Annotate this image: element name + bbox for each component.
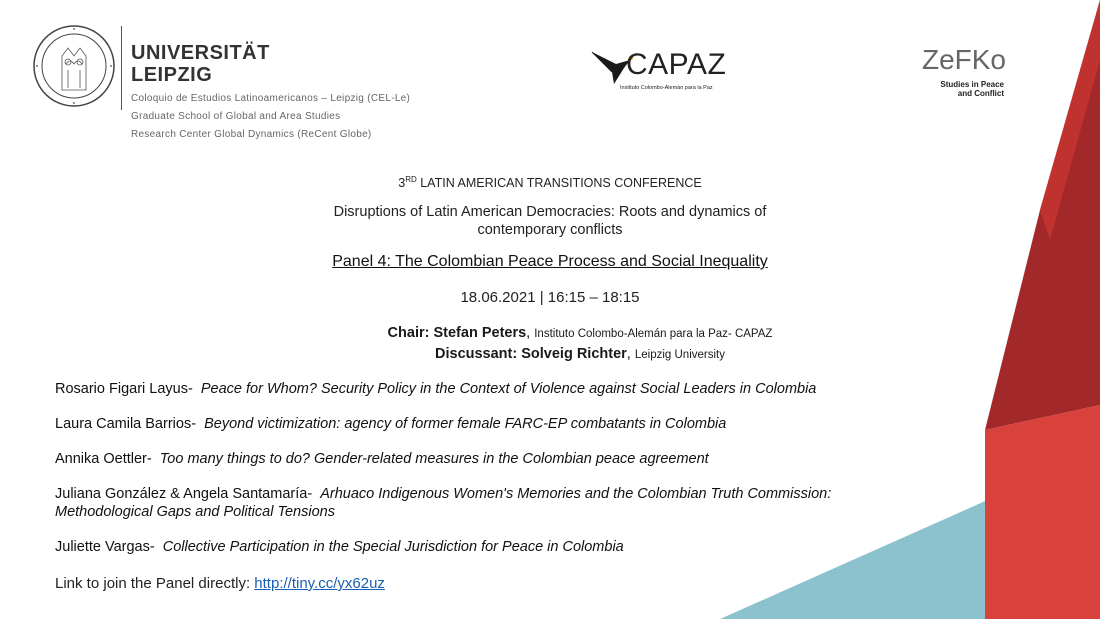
red-triangle xyxy=(985,405,1100,619)
talk-title: Too many things to do? Gender-related measures in the Colombian peace agreement xyxy=(159,451,709,467)
talk-speaker: Juliette Vargas xyxy=(55,539,150,555)
chair-name: Stefan Peters xyxy=(433,325,527,341)
affiliation-cel-le: Coloquio de Estudios Latinoamericanos – Leipzig (CEL-Le) xyxy=(131,93,411,104)
talk-speaker: Laura Camila Barrios xyxy=(55,416,192,432)
talk-speaker: Juliana González & Angela Santamaría xyxy=(55,486,308,502)
talk-speaker: Annika Oettler xyxy=(55,451,147,467)
talk-item: Laura Camila Barrios- Beyond victimization: agency of former female FARC-EP combatants in Colombia xyxy=(55,416,727,432)
affiliation-recent-globe: Research Center Global Dynamics (ReCent Globe) xyxy=(131,129,372,140)
panel-title: Panel 4: The Colombian Peace Process and Social Inequality xyxy=(332,253,768,270)
talk-title: Arhuaco Indigenous Women's Memories and the Colombian Truth Commission: Methodological Gaps and Political Tensions xyxy=(55,486,832,520)
affiliation-graduate-school: Graduate School of Global and Area Studies xyxy=(131,111,341,122)
university-seal-logo xyxy=(32,24,116,108)
conference-title-text: LATIN AMERICAN TRANSITIONS CONFERENCE xyxy=(420,176,702,190)
join-panel-link[interactable]: http://tiny.cc/yx62uz xyxy=(254,575,385,592)
header-divider xyxy=(121,26,122,110)
chair-label: Chair: xyxy=(387,325,430,341)
chair-discussant-block xyxy=(300,323,860,365)
discussant-line: Discussant: Solveig Richter, Leipzig University xyxy=(435,346,725,362)
date-time: 18.06.2021 | 16:15 – 18:15 xyxy=(460,289,640,306)
conference-title xyxy=(280,176,820,190)
discussant-label: Discussant: xyxy=(435,346,518,362)
conference-subtitle-line1: Disruptions of Latin American Democracies: Roots and dynamics of xyxy=(333,204,767,220)
zefko-subtitle xyxy=(940,80,1004,98)
university-name-line1: UNIVERSITÄT xyxy=(131,42,270,64)
talk-item: Juliana González & Angela Santamaría- Arhuaco Indigenous Women's Memories and the Colombian Truth Commission: Methodological Gaps and Political Tensions xyxy=(55,486,832,520)
discussant-affiliation: Leipzig University xyxy=(634,349,725,361)
talk-item: Rosario Figari Layus- Peace for Whom? Security Policy in the Context of Violence against Social Leaders in Colombia xyxy=(55,381,817,397)
conference-ordinal: 3 xyxy=(398,176,406,190)
chair-affiliation: Instituto Colombo-Alemán para la Paz- CAPAZ xyxy=(534,328,773,340)
zefko-subtitle-line1: Studies in Peace xyxy=(940,80,1004,89)
conference-subtitle-line2: contemporary conflicts xyxy=(477,222,623,238)
conference-ordinal-suffix: RD xyxy=(405,174,417,184)
talk-item: Juliette Vargas- Collective Participation in the Special Jurisdiction for Peace in Colombia xyxy=(55,539,624,555)
talk-title: Peace for Whom? Security Policy in the Context of Violence against Social Leaders in Colombia xyxy=(200,381,817,397)
discussant-name: Solveig Richter xyxy=(521,346,627,362)
capaz-subtitle: Instituto Colombo-Alemán para la Paz xyxy=(620,85,713,91)
join-link-label: Link to join the Panel directly: xyxy=(55,575,251,592)
university-affiliations xyxy=(131,90,410,144)
university-name-line2: LEIPZIG xyxy=(131,64,213,86)
talk-title: Beyond victimization: agency of former female FARC-EP combatants in Colombia xyxy=(204,416,727,432)
capaz-name: CAPAZ xyxy=(626,48,727,81)
university-name xyxy=(131,42,270,86)
chair-line: Chair: Stefan Peters, Instituto Colombo-Alemán para la Paz- CAPAZ xyxy=(387,325,773,341)
talk-title: Collective Participation in the Special Jurisdiction for Peace in Colombia xyxy=(162,539,624,555)
capaz-logo xyxy=(590,44,740,100)
zefko-name: ZeFKo xyxy=(921,44,1006,75)
zefko-subtitle-line2: and Conflict xyxy=(957,89,1004,98)
zefko-logo xyxy=(918,44,1018,104)
join-link-line xyxy=(55,575,385,592)
talk-item: Annika Oettler- Too many things to do? Gender-related measures in the Colombian peace agreement xyxy=(55,451,709,467)
talk-speaker: Rosario Figari Layus xyxy=(55,381,188,397)
conference-subtitle xyxy=(280,203,820,239)
